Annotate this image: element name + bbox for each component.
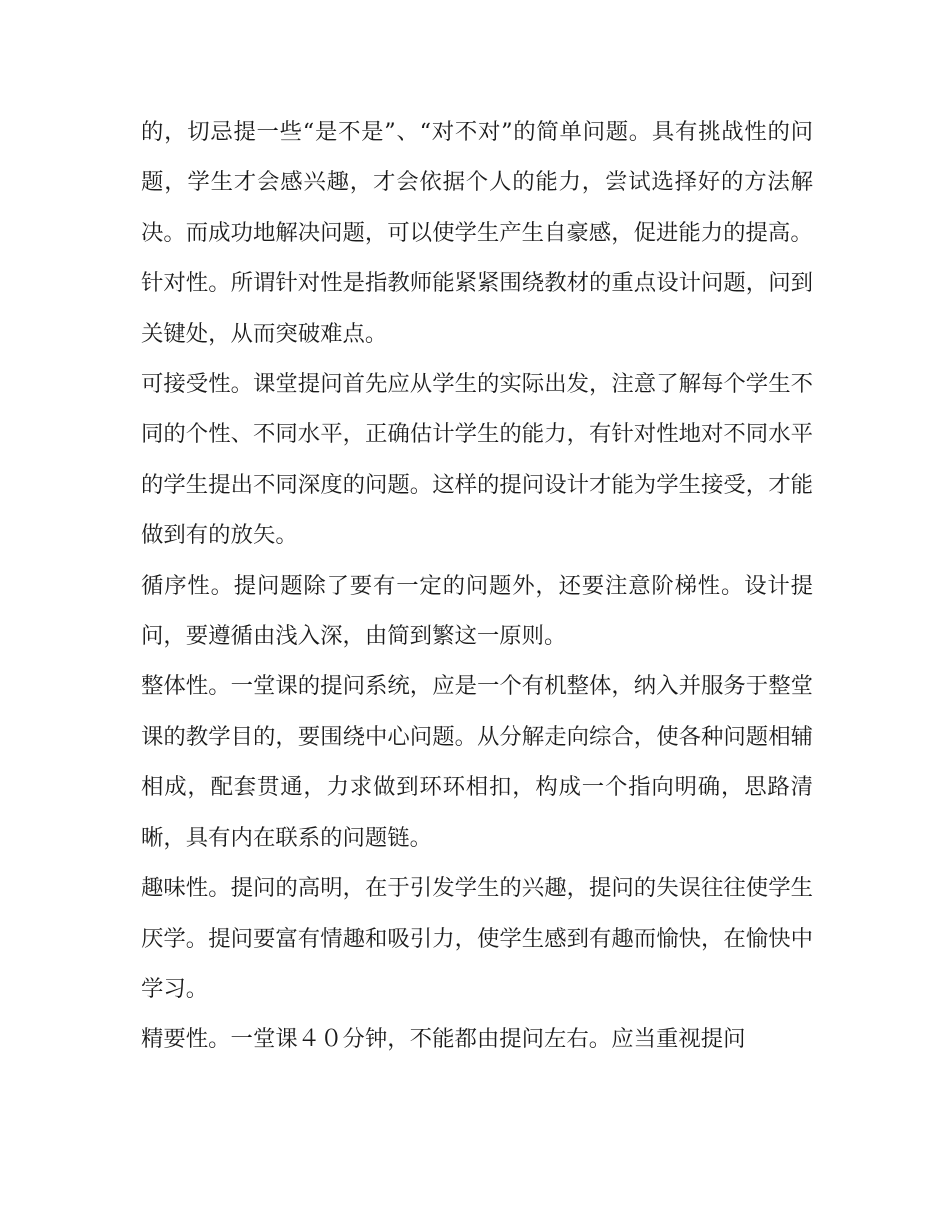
paragraph-sequence: 循序性。提问题除了要有一定的问题外，还要注意阶梯性。设计提问，要遵循由浅入深，由简到繁这一原则。 <box>141 572 813 650</box>
paragraph-wholeness: 整体性。一堂课的提问系统，应是一个有机整体，纳入并服务于整堂课的教学目的，要围绕中心问题。从分解走向综合，使各种问题相辅相成，配套贯通，力求做到环环相扣，构成一个指向明确，思路清晰，具有内在联系的问题链。 <box>141 673 813 851</box>
paragraph-conciseness: 精要性。一堂课４０分钟，不能都由提问左右。应当重视提问 <box>141 1026 746 1053</box>
paragraph-continuation: 的，切忌提一些“是不是”、“对不对”的简单问题。具有挑战性的问题，学生才会感兴趣，才会依据个人的能力，尝试选择好的方法解决。而成功地解决问题，可以使学生产生自豪感，促进能力的提高。 <box>141 119 813 246</box>
paragraph-targeting: 针对性。所谓针对性是指教师能紧紧围绕教材的重点设计问题，问到关键处，从而突破难点。 <box>141 270 813 347</box>
paragraph-acceptability: 可接受性。课堂提问首先应从学生的实际出发，注意了解每个学生不同的个性、不同水平，正确估计学生的能力，有针对性地对不同水平的学生提出不同深度的问题。这样的提问设计才能为学生接受，才能做到有的放矢。 <box>141 371 813 549</box>
document-body <box>141 107 813 1065</box>
paragraph-interest: 趣味性。提问的高明，在于引发学生的兴趣，提问的失误往往使学生厌学。提问要富有情趣和吸引力，使学生感到有趣而愉快，在愉快中学习。 <box>141 875 813 1002</box>
